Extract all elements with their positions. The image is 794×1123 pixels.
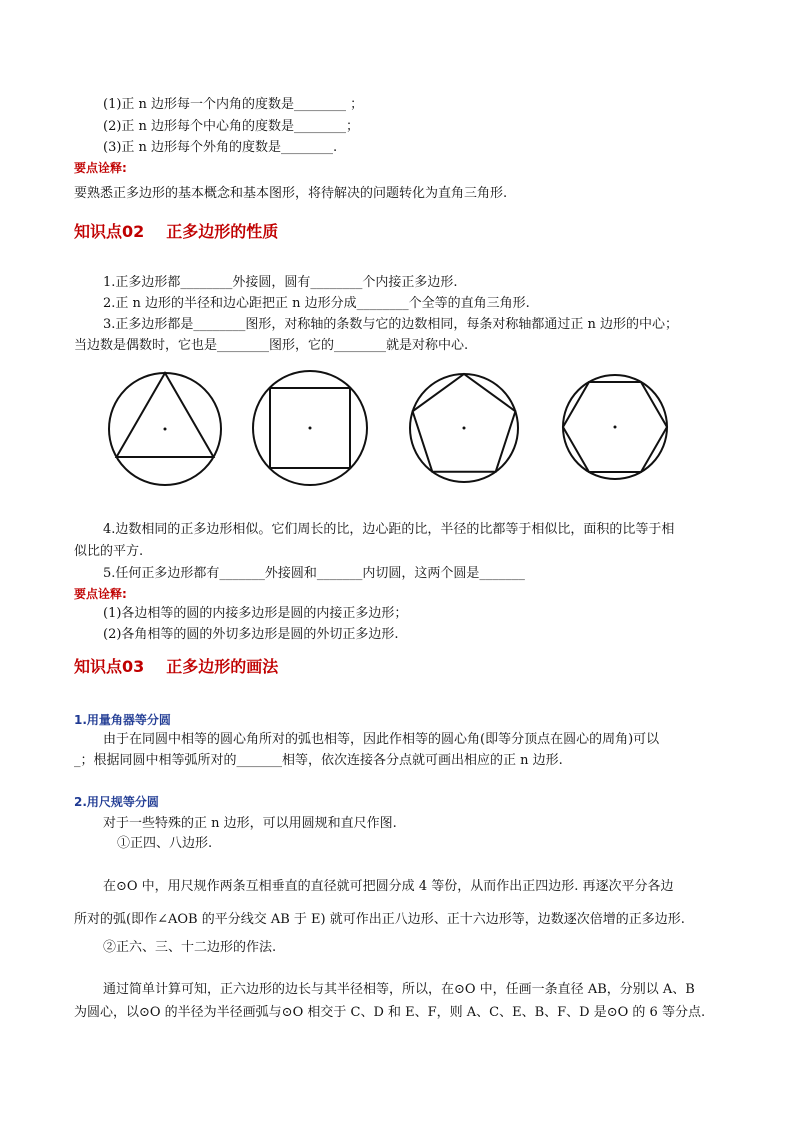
section-heading-02 — [74, 222, 278, 242]
method-2-line-3: 在⊙O 中，用尺规作两条互相垂直的直径就可把圆分成 4 等份，从而作出正四边形. 再逐次平分各边 — [103, 879, 674, 894]
property-item-4-cont: 似比的平方. — [74, 544, 144, 559]
section-label: 知识点03 — [74, 657, 145, 676]
polygons-svg — [100, 370, 680, 494]
key-point-note-2: (2)各角相等的圆的外切多边形是圆的外切正多边形. — [103, 627, 399, 642]
property-item-5: 5.任何正多边形都有_______外接圆和_______内切圆，这两个圆是_______ — [103, 566, 525, 581]
angle-question-2: (2)正 n 边形每个中心角的度数是________； — [103, 119, 360, 134]
method-2-line-2: ①正四、八边形. — [117, 836, 213, 851]
inscribed-polygons-figure — [100, 370, 680, 494]
center-dot-2 — [309, 427, 312, 430]
section-title: 正多边形的画法 — [166, 657, 279, 676]
property-item-2: 2.正 n 边形的半径和边心距把正 n 边形分成________个全等的直角三角形. — [103, 296, 530, 311]
method-1-line-2: _；根据同圆中相等弧所对的_______相等，依次连接各分点就可画出相应的正 n 边形. — [74, 753, 563, 768]
key-point-note-1: (1)各边相等的圆的内接多边形是圆的内接正多边形； — [103, 606, 408, 621]
angle-question-3: (3)正 n 边形每个外角的度数是________. — [103, 140, 338, 155]
property-item-3: 3.正多边形都是________图形，对称轴的条数与它的边数相同，每条对称轴都通过正 n 边形的中心； — [103, 317, 679, 332]
key-point-label: 要点诠释: — [74, 161, 127, 175]
section-title: 正多边形的性质 — [166, 222, 279, 241]
property-item-4: 4.边数相同的正多边形相似。它们周长的比，边心距的比，半径的比都等于相似比，面积的比等于相 — [103, 522, 675, 537]
method-1-title: 1.用量角器等分圆 — [74, 713, 171, 727]
key-point-label-2: 要点诠释: — [74, 587, 127, 601]
angle-question-1: (1)正 n 边形每一个内角的度数是________ ； — [103, 97, 364, 112]
method-2-line-4: 所对的弧(即作∠AOB 的平分线交 AB 于 E) 就可作出正八边形、正十六边形等，边数逐次倍增的正多边形. — [74, 912, 685, 927]
center-dot-4 — [614, 426, 617, 429]
method-2-line-5: ②正六、三、十二边形的作法. — [103, 940, 277, 955]
method-2-line-1: 对于一些特殊的正 n 边形，可以用圆规和直尺作图. — [103, 816, 397, 831]
method-1-line-1: 由于在同圆中相等的圆心角所对的弧也相等，因此作相等的圆心角(即等分顶点在圆心的周角)可以 — [103, 732, 660, 747]
method-2-title: 2.用尺规等分圆 — [74, 795, 159, 809]
center-dot-3 — [463, 427, 466, 430]
property-item-3-cont: 当边数是偶数时，它也是________图形，它的________就是对称中心. — [74, 338, 469, 353]
property-item-1: 1.正多边形都________外接圆，圆有________个内接正多边形. — [103, 275, 458, 290]
section-heading-03 — [74, 657, 278, 677]
section-label: 知识点02 — [74, 222, 145, 241]
center-dot-1 — [164, 428, 167, 431]
method-2-line-6: 通过简单计算可知，正六边形的边长与其半径相等，所以，在⊙O 中，任画一条直径 AB，分别以 A、B — [103, 982, 695, 997]
key-point-text: 要熟悉正多边形的基本概念和基本图形，将待解决的问题转化为直角三角形. — [74, 186, 508, 201]
method-2-line-7: 为圆心，以⊙O 的半径为半径画弧与⊙O 相交于 C、D 和 E、F，则 A、C、E、B、F、D 是⊙O 的 6 等分点. — [74, 1005, 706, 1020]
